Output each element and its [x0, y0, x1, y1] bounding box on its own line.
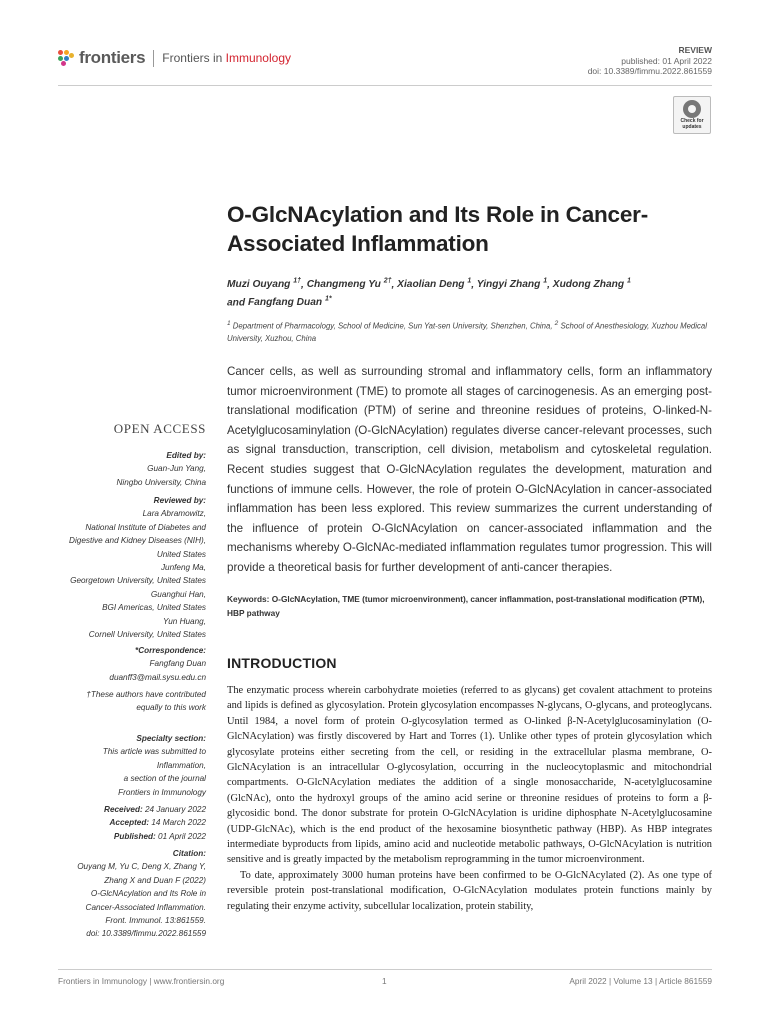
edited-by-label: Edited by: — [166, 451, 206, 460]
check-for-updates-button[interactable] — [673, 96, 711, 134]
editor-line: Ningbo University, China — [116, 477, 206, 487]
correspondent-name: Fangfang Duan — [149, 659, 206, 669]
page-number: 1 — [382, 976, 387, 986]
reviewer-line: United States — [156, 549, 206, 559]
journal-title: Frontiers in Immunology — [162, 51, 291, 65]
editor-block — [58, 449, 206, 489]
received-date: Received: 24 January 2022 — [104, 805, 206, 814]
update-icon — [683, 100, 701, 118]
reviewer-line: National Institute of Diabetes and — [85, 522, 206, 532]
paragraph: The enzymatic process wherein carbohydrate moieties (referred to as glycans) get covalent attachment to proteins and lipids is defined as glycosylation. Protein glycosylation encompasses N-glycans, O-glycans, and proteoglycans. Until 1984, a novel form of protein O-glycosylation termed as O-linked β-N-Acetylglucosaminylation (O-GlcNAcylation) was firstly discovered by Hart and Torres (1). Unlike other types of protein glycosylation which glycosylate proteins either secreting from the cell, or residing in the extracellular plasma membrane, O-GlcNAcylation is an intracellular O-glycosylation, occurring in the nucleocytoplasmic and mitochondrial compartments. O-GlcNAcylation mediates the addition of a single monosaccharide, N-acetylglucosamine (GlcNAc), onto the hydroxyl groups of the amino acid serine or threonine residues of proteins to form a β-glycosidic bond. The donor substrate for protein O-GlcNAcylation is uridine diphosphate N-Acetylglucosamine (UDP-GlcNAc), which is the end product of the hexosamine biosynthetic pathway (HBP). As HBP integrates intermediate byproducts from lipids, amino acid and nucleotide metabolic pathways, O-GlcNAcylation is nutrition sensitive and is greatly impacted by the metabolism reprogramming in the tumor microenvironment. — [227, 685, 712, 866]
logo-divider — [153, 50, 154, 67]
citation-line: O-GlcNAcylation and Its Role in — [90, 889, 206, 899]
citation-block — [58, 847, 206, 941]
author[interactable]: Muzi Ouyang $^{1\dagger}$ — [227, 278, 302, 291]
editor-line: Guan-Jun Yang, — [147, 464, 206, 474]
reviewers-block — [58, 494, 206, 641]
footer-journal-link[interactable]: Frontiers in Immunology | www.frontiersin.org — [58, 976, 225, 986]
specialty-line: a section of the journal — [123, 774, 206, 784]
footer-issue-info: April 2022 | Volume 13 | Article 861559 — [569, 976, 712, 986]
footer-divider — [58, 969, 712, 970]
paragraph: To date, approximately 3000 human proteins have been confirmed to be O-GlcNAcylated (2). As one type of reversible protein post-translational modification, O-GlcNAcylation modulates protein functions mainly by regulating their enzyme activity, subcellular localization, protein stability, — [227, 869, 712, 912]
frontiers-wordmark: frontiers — [79, 48, 146, 67]
doi-link[interactable]: doi: 10.3389/fimmu.2022.861559 — [587, 66, 712, 76]
introduction-text — [227, 683, 712, 914]
author[interactable]: Yingyi Zhang $^1$ — [476, 278, 548, 291]
header-divider — [58, 85, 712, 86]
citation-line: Zhang X and Duan F (2022) — [104, 875, 206, 885]
citation-label: Citation: — [172, 849, 206, 858]
reviewed-by-label: Reviewed by: — [153, 496, 206, 505]
published-date: published: 01 April 2022 — [621, 55, 712, 66]
author-list: Muzi Ouyang $^{1\dagger}$, Changmeng Yu $^{2\dagger}$, Xiaolian Deng $^1$, Yingyi Zhang $^1$, Xudong Zhang $^1$ and Fangfang Duan $^{1*}$ — [227, 278, 631, 309]
author[interactable]: Fangfang Duan $^{1*}$ — [247, 295, 332, 309]
reviewer-line: Digestive and Kidney Diseases (NIH), — [69, 536, 206, 546]
reviewer-line: Georgetown University, United States — [70, 576, 206, 586]
keywords: Keywords: O-GlcNAcylation, TME (tumor microenvironment), cancer inflammation, post-translational modification (PTM), HBP pathway — [227, 594, 705, 618]
section-heading: INTRODUCTION — [227, 655, 337, 671]
dates-block — [58, 803, 206, 843]
frontiers-logo-icon — [58, 50, 74, 66]
specialty-line: Inflammation, — [156, 760, 206, 770]
reviewer-line: Cornell University, United States — [88, 630, 206, 640]
reviewer-line: Guanghui Han, — [150, 589, 206, 599]
author[interactable]: Changmeng Yu $^{2\dagger}$ — [306, 278, 392, 291]
author[interactable]: Xudong Zhang $^1$ — [552, 278, 631, 291]
journal-logo[interactable] — [58, 48, 291, 68]
article-title: O-GlcNAcylation and Its Role in Cancer-Associated Inflammation — [227, 202, 649, 256]
article-type: REVIEW — [678, 45, 712, 55]
published-date-side: Published: 01 April 2022 — [113, 831, 206, 841]
correspondent-email[interactable]: duanff3@mail.sysu.edu.cn — [109, 672, 206, 682]
reviewer-line: Junfeng Ma, — [160, 563, 206, 573]
reviewer-line: BGI Americas, United States — [102, 603, 206, 613]
correspondence-label: *Correspondence: — [135, 646, 206, 655]
correspondence-block — [58, 644, 206, 684]
open-access-label: OPEN ACCESS — [113, 421, 206, 436]
check-updates-label: Check for updates — [680, 118, 704, 130]
note-line: †These authors have contributed — [86, 690, 206, 699]
citation-line: Ouyang M, Yu C, Deng X, Zhang Y, — [77, 862, 206, 872]
specialty-label: Specialty section: — [136, 734, 206, 743]
abstract: Cancer cells, as well as surrounding stromal and inflammatory cells, form an inflammatory tumor microenvironment (TME) to promote all stages of carcinogenesis. As an emerging post-translational modification (PTM) of serine and threonine residues of proteins, O-linked-N-Acetylglucosaminylation (O-GlcNAcylation) regulates diverse cancer-relevant processes, such as signal transduction, transcription, cell division, metabolism and cytoskeletal regulation. Recent studies suggest that O-GlcNAcylation regulates the development, maturation and functions of immune cells. However, the role of protein O-GlcNAcylation in cancer-associated inflammation has been less explored. This review summarizes the current understanding of the influence of protein O-GlcNAcylation on cancer-associated inflammation and the mechanisms whereby O-GlcNAc-mediated inflammation regulates tumor progression. This will provide a theoretical basis for further development of anti-cancer therapies. — [227, 365, 712, 574]
reviewer-line: Yun Huang, — [163, 616, 206, 626]
note-line: equally to this work — [136, 703, 206, 713]
equal-contribution-note — [58, 688, 206, 715]
article-meta — [588, 45, 712, 77]
specialty-block — [58, 732, 206, 799]
specialty-line: Frontiers in Immunology — [118, 787, 206, 797]
affiliations: $^1$ Department of Pharmacology, School of Medicine, Sun Yat-sen University, Shenzhen, China, $^2$ School of Anesthesiology, Xuzhou Medical University, Xuzhou, China — [227, 320, 707, 343]
reviewer-line: Lara Abramowitz, — [142, 509, 206, 519]
citation-doi[interactable]: doi: 10.3389/fimmu.2022.861559 — [86, 929, 206, 939]
accepted-date: Accepted: 14 March 2022 — [109, 818, 206, 828]
author[interactable]: Xiaolian Deng $^1$ — [397, 278, 472, 291]
specialty-line: This article was submitted to — [102, 747, 206, 757]
citation-line: Cancer-Associated Inflammation. — [85, 902, 206, 912]
citation-line: Front. Immunol. 13:861559. — [105, 916, 206, 926]
